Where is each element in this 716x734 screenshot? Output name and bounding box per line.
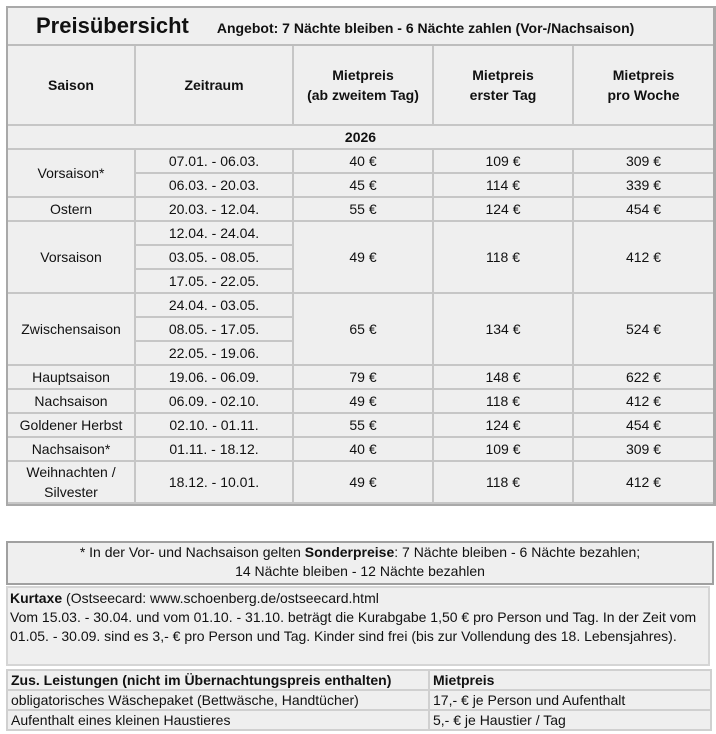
season-name: Vorsaison — [8, 221, 135, 293]
price-overview-table — [6, 6, 716, 506]
period: 12.04. - 24.04. — [135, 221, 293, 245]
price-daily: 55 € — [293, 197, 433, 221]
price-week: 309 € — [573, 437, 713, 461]
period: 06.09. - 02.10. — [135, 389, 293, 413]
price-daily: 65 € — [293, 293, 433, 365]
year-label: 2026 — [8, 125, 713, 149]
period: 20.03. - 12.04. — [135, 197, 293, 221]
season-name: Goldener Herbst — [8, 413, 135, 437]
period: 24.04. - 03.05. — [135, 293, 293, 317]
period: 08.05. - 17.05. — [135, 317, 293, 341]
table-row — [8, 461, 713, 503]
season-name: Vorsaison* — [8, 149, 135, 197]
price-week: 524 € — [573, 293, 713, 365]
col-price-first — [433, 46, 573, 125]
extras-header-service: Zus. Leistungen (nicht im Übernachtungspreis enthalten) — [7, 670, 429, 690]
title-row — [8, 8, 713, 46]
period: 02.10. - 01.11. — [135, 413, 293, 437]
price-week: 339 € — [573, 173, 713, 197]
price-daily: 40 € — [293, 437, 433, 461]
col-season: Saison — [8, 46, 135, 125]
offer-text: Angebot: 7 Nächte bleiben - 6 Nächte zahlen (Vor-/Nachsaison) — [216, 20, 635, 36]
table-row — [8, 437, 713, 461]
price-first: 118 € — [433, 221, 573, 293]
price-first: 124 € — [433, 413, 573, 437]
price-week: 622 € — [573, 365, 713, 389]
extras-header — [7, 670, 711, 690]
period: 01.11. - 18.12. — [135, 437, 293, 461]
price-first: 109 € — [433, 437, 573, 461]
price-first: 118 € — [433, 461, 573, 503]
col-label: Mietpreis — [472, 67, 534, 83]
season-name: Hauptsaison — [8, 365, 135, 389]
table-row — [7, 690, 711, 710]
year-row — [8, 125, 713, 149]
season-name: Ostern — [8, 197, 135, 221]
price-week: 454 € — [573, 413, 713, 437]
extra-price: 17,- € je Person und Aufenthalt — [429, 690, 711, 710]
ostseecard-link[interactable]: (Ostseecard: www.schoenberg.de/ostseecard.html — [62, 590, 379, 606]
price-first: 109 € — [433, 149, 573, 173]
col-price-week — [573, 46, 713, 125]
period: 06.03. - 20.03. — [135, 173, 293, 197]
period: 07.01. - 06.03. — [135, 149, 293, 173]
price-first: 118 € — [433, 389, 573, 413]
table-row — [8, 197, 713, 221]
col-price-daily — [293, 46, 433, 125]
table-row — [8, 149, 713, 173]
table-row — [8, 389, 713, 413]
kurtaxe-text: Vom 15.03. - 30.04. und vom 01.10. - 31.10. beträgt die Kurabgabe 1,50 € pro Person und Tag. In der Zeit vom 01.05. - 30.09. sind es 3,- € pro Person und Tag. Kinder sind frei (bis zur Vollendung des 18. Lebensjahres). — [10, 609, 697, 644]
season-name: Nachsaison — [8, 389, 135, 413]
price-week: 412 € — [573, 389, 713, 413]
price-first: 134 € — [433, 293, 573, 365]
extra-service: obligatorisches Wäschepaket (Bettwäsche, Handtücher) — [7, 690, 429, 710]
price-first: 114 € — [433, 173, 573, 197]
price-week: 412 € — [573, 461, 713, 503]
price-daily: 49 € — [293, 461, 433, 503]
page-title: Preisübersicht — [36, 13, 189, 38]
table-row — [8, 365, 713, 389]
table-row — [8, 221, 713, 245]
price-week: 454 € — [573, 197, 713, 221]
extras-header-price: Mietpreis — [429, 670, 711, 690]
price-daily: 45 € — [293, 173, 433, 197]
col-period: Zeitraum — [135, 46, 293, 125]
season-name-line: Weihnachten / — [26, 464, 116, 480]
table-row — [8, 413, 713, 437]
price-daily: 49 € — [293, 221, 433, 293]
note-text: : 7 Nächte bleiben - 6 Nächte bezahlen; — [394, 544, 641, 560]
table-header — [8, 46, 713, 125]
price-week: 309 € — [573, 149, 713, 173]
table-row — [8, 293, 713, 317]
period: 03.05. - 08.05. — [135, 245, 293, 269]
kurtaxe-label: Kurtaxe — [10, 590, 63, 606]
season-name: Zwischensaison — [8, 293, 135, 365]
price-daily: 49 € — [293, 389, 433, 413]
extra-price: 5,- € je Haustier / Tag — [429, 710, 711, 730]
period: 18.12. - 10.01. — [135, 461, 293, 503]
season-name-line: Silvester — [44, 484, 98, 500]
col-label: Mietpreis — [332, 67, 394, 83]
price-first: 124 € — [433, 197, 573, 221]
table-row — [7, 710, 711, 730]
price-week: 412 € — [573, 221, 713, 293]
col-label: Mietpreis — [612, 67, 675, 83]
col-label: erster Tag — [469, 87, 537, 103]
col-label: (ab zweitem Tag) — [307, 87, 419, 103]
price-table — [8, 46, 713, 504]
note-bold: Sonderpreise — [304, 544, 395, 560]
note-text: * In der Vor- und Nachsaison gelten — [79, 544, 305, 560]
extras-table — [6, 669, 712, 731]
period: 19.06. - 06.09. — [135, 365, 293, 389]
price-daily: 55 € — [293, 413, 433, 437]
price-daily: 79 € — [293, 365, 433, 389]
price-daily: 40 € — [293, 149, 433, 173]
kurtaxe-box — [6, 586, 710, 666]
special-price-note — [6, 541, 714, 585]
period: 22.05. - 19.06. — [135, 341, 293, 365]
season-name: Nachsaison* — [8, 437, 135, 461]
season-name — [8, 461, 135, 503]
price-first: 148 € — [433, 365, 573, 389]
extra-service: Aufenthalt eines kleinen Haustieres — [7, 710, 429, 730]
note-text: 14 Nächte bleiben - 12 Nächte bezahlen — [235, 563, 485, 579]
col-label: pro Woche — [607, 87, 680, 103]
period: 17.05. - 22.05. — [135, 269, 293, 293]
